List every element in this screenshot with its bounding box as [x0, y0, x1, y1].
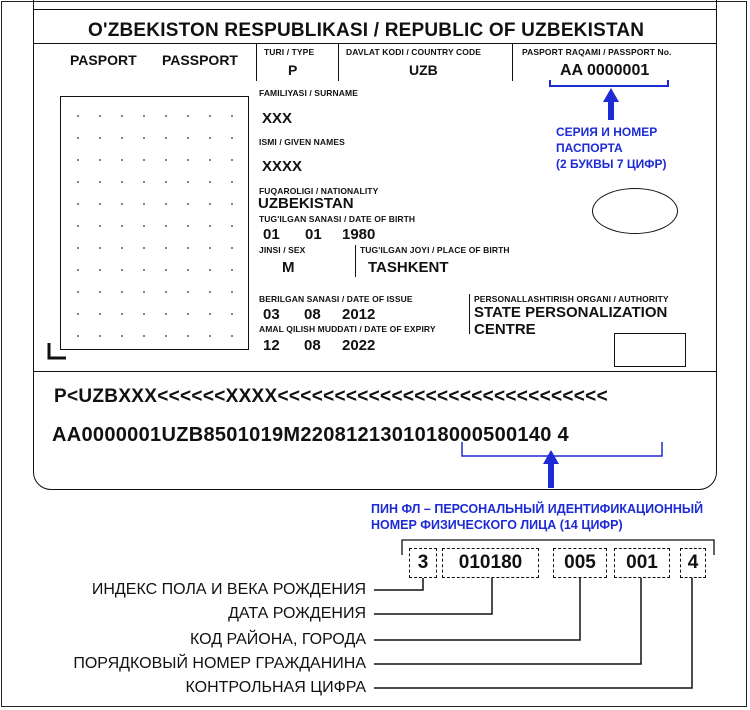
- surname-value: XXX: [262, 110, 293, 127]
- expiry-day: 12: [263, 337, 280, 354]
- dob-day: 01: [263, 226, 280, 243]
- pin-part-gender-century: 3: [409, 548, 437, 578]
- pasport-en-label: PASSPORT: [162, 52, 238, 68]
- given-names-label: ISMI / GIVEN NAMES: [259, 137, 345, 147]
- series-annotation-line3: (2 БУКВЫ 7 ЦИФР): [556, 157, 667, 171]
- sex-label: JINSI / SEX: [259, 245, 306, 255]
- page-title: O'ZBEKISTON RESPUBLIKASI / REPUBLIC OF UZBEKISTAN: [88, 20, 645, 41]
- country-code-label: DAVLAT KODI / COUNTRY CODE: [346, 47, 481, 57]
- legend-serial-number: ПОРЯДКОВЫЙ НОМЕР ГРАЖДАНИНА: [73, 655, 366, 672]
- legend-district-code: КОД РАЙОНА, ГОРОДА: [190, 631, 366, 648]
- country-code-value: UZB: [409, 62, 438, 78]
- series-annotation-line2: ПАСПОРТА: [556, 141, 623, 155]
- authority-line1: STATE PERSONALIZATION: [474, 304, 668, 321]
- pin-part-district-code: 005: [553, 548, 607, 578]
- expiry-label: AMAL QILISH MUDDATI / DATE OF EXPIRY: [259, 324, 436, 334]
- dob-month: 01: [305, 226, 322, 243]
- legend-gender-century: ИНДЕКС ПОЛА И ВЕКА РОЖДЕНИЯ: [91, 581, 366, 598]
- authority-line2: CENTRE: [474, 321, 536, 338]
- pin-part-serial-number: 001: [614, 548, 670, 578]
- series-annotation-line1: СЕРИЯ И НОМЕР: [556, 125, 658, 139]
- dob-year: 1980: [342, 226, 376, 243]
- surname-label: FAMILIYASI / SURNAME: [259, 88, 358, 98]
- mrz-line1: P<UZBXXX<<<<<<XXXX<<<<<<<<<<<<<<<<<<<<<<<<<<<<<: [54, 386, 608, 407]
- legend-birth-date: ДАТА РОЖДЕНИЯ: [228, 605, 366, 622]
- issue-month: 08: [304, 306, 321, 323]
- authority-label: PERSONALLASHTIRISH ORGANI / AUTHORITY: [474, 294, 669, 304]
- pin-annotation-line2: НОМЕР ФИЗИЧЕСКОГО ЛИЦА (14 ЦИФР): [371, 518, 623, 532]
- pin-part-check-digit: 4: [680, 548, 706, 578]
- issue-day: 03: [263, 306, 280, 323]
- type-label: TURI / TYPE: [264, 47, 315, 57]
- sex-value: M: [282, 259, 295, 276]
- legend-check-digit: КОНТРОЛЬНАЯ ЦИФРА: [185, 679, 366, 696]
- issue-year: 2012: [342, 306, 376, 323]
- expiry-year: 2022: [342, 337, 376, 354]
- dob-label: TUG'ILGAN SANASI / DATE OF BIRTH: [259, 214, 416, 224]
- nationality-label: FUQAROLIGI / NATIONALITY: [259, 186, 379, 196]
- pob-value: TASHKENT: [368, 259, 449, 276]
- passport-no-label: PASPORT RAQAMI / PASSPORT No.: [522, 47, 672, 57]
- expiry-month: 08: [304, 337, 321, 354]
- type-value: P: [288, 62, 298, 78]
- mrz-line2: AA0000001UZB8501019M2208121301018000500140 4: [52, 424, 569, 446]
- pasport-uz-label: PASPORT: [70, 52, 137, 68]
- pin-annotation-line1: ПИН ФЛ – ПЕРСОНАЛЬНЫЙ ИДЕНТИФИКАЦИОННЫЙ: [371, 502, 704, 516]
- issue-label: BERILGAN SANASI / DATE OF ISSUE: [259, 294, 413, 304]
- nationality-value: UZBEKISTAN: [258, 195, 354, 212]
- pob-label: TUG'ILGAN JOYI / PLACE OF BIRTH: [360, 245, 510, 255]
- passport-no-value: AA 0000001: [560, 62, 650, 79]
- given-names-value: XXXX: [262, 158, 303, 175]
- pin-part-birth-date: 010180: [442, 548, 539, 578]
